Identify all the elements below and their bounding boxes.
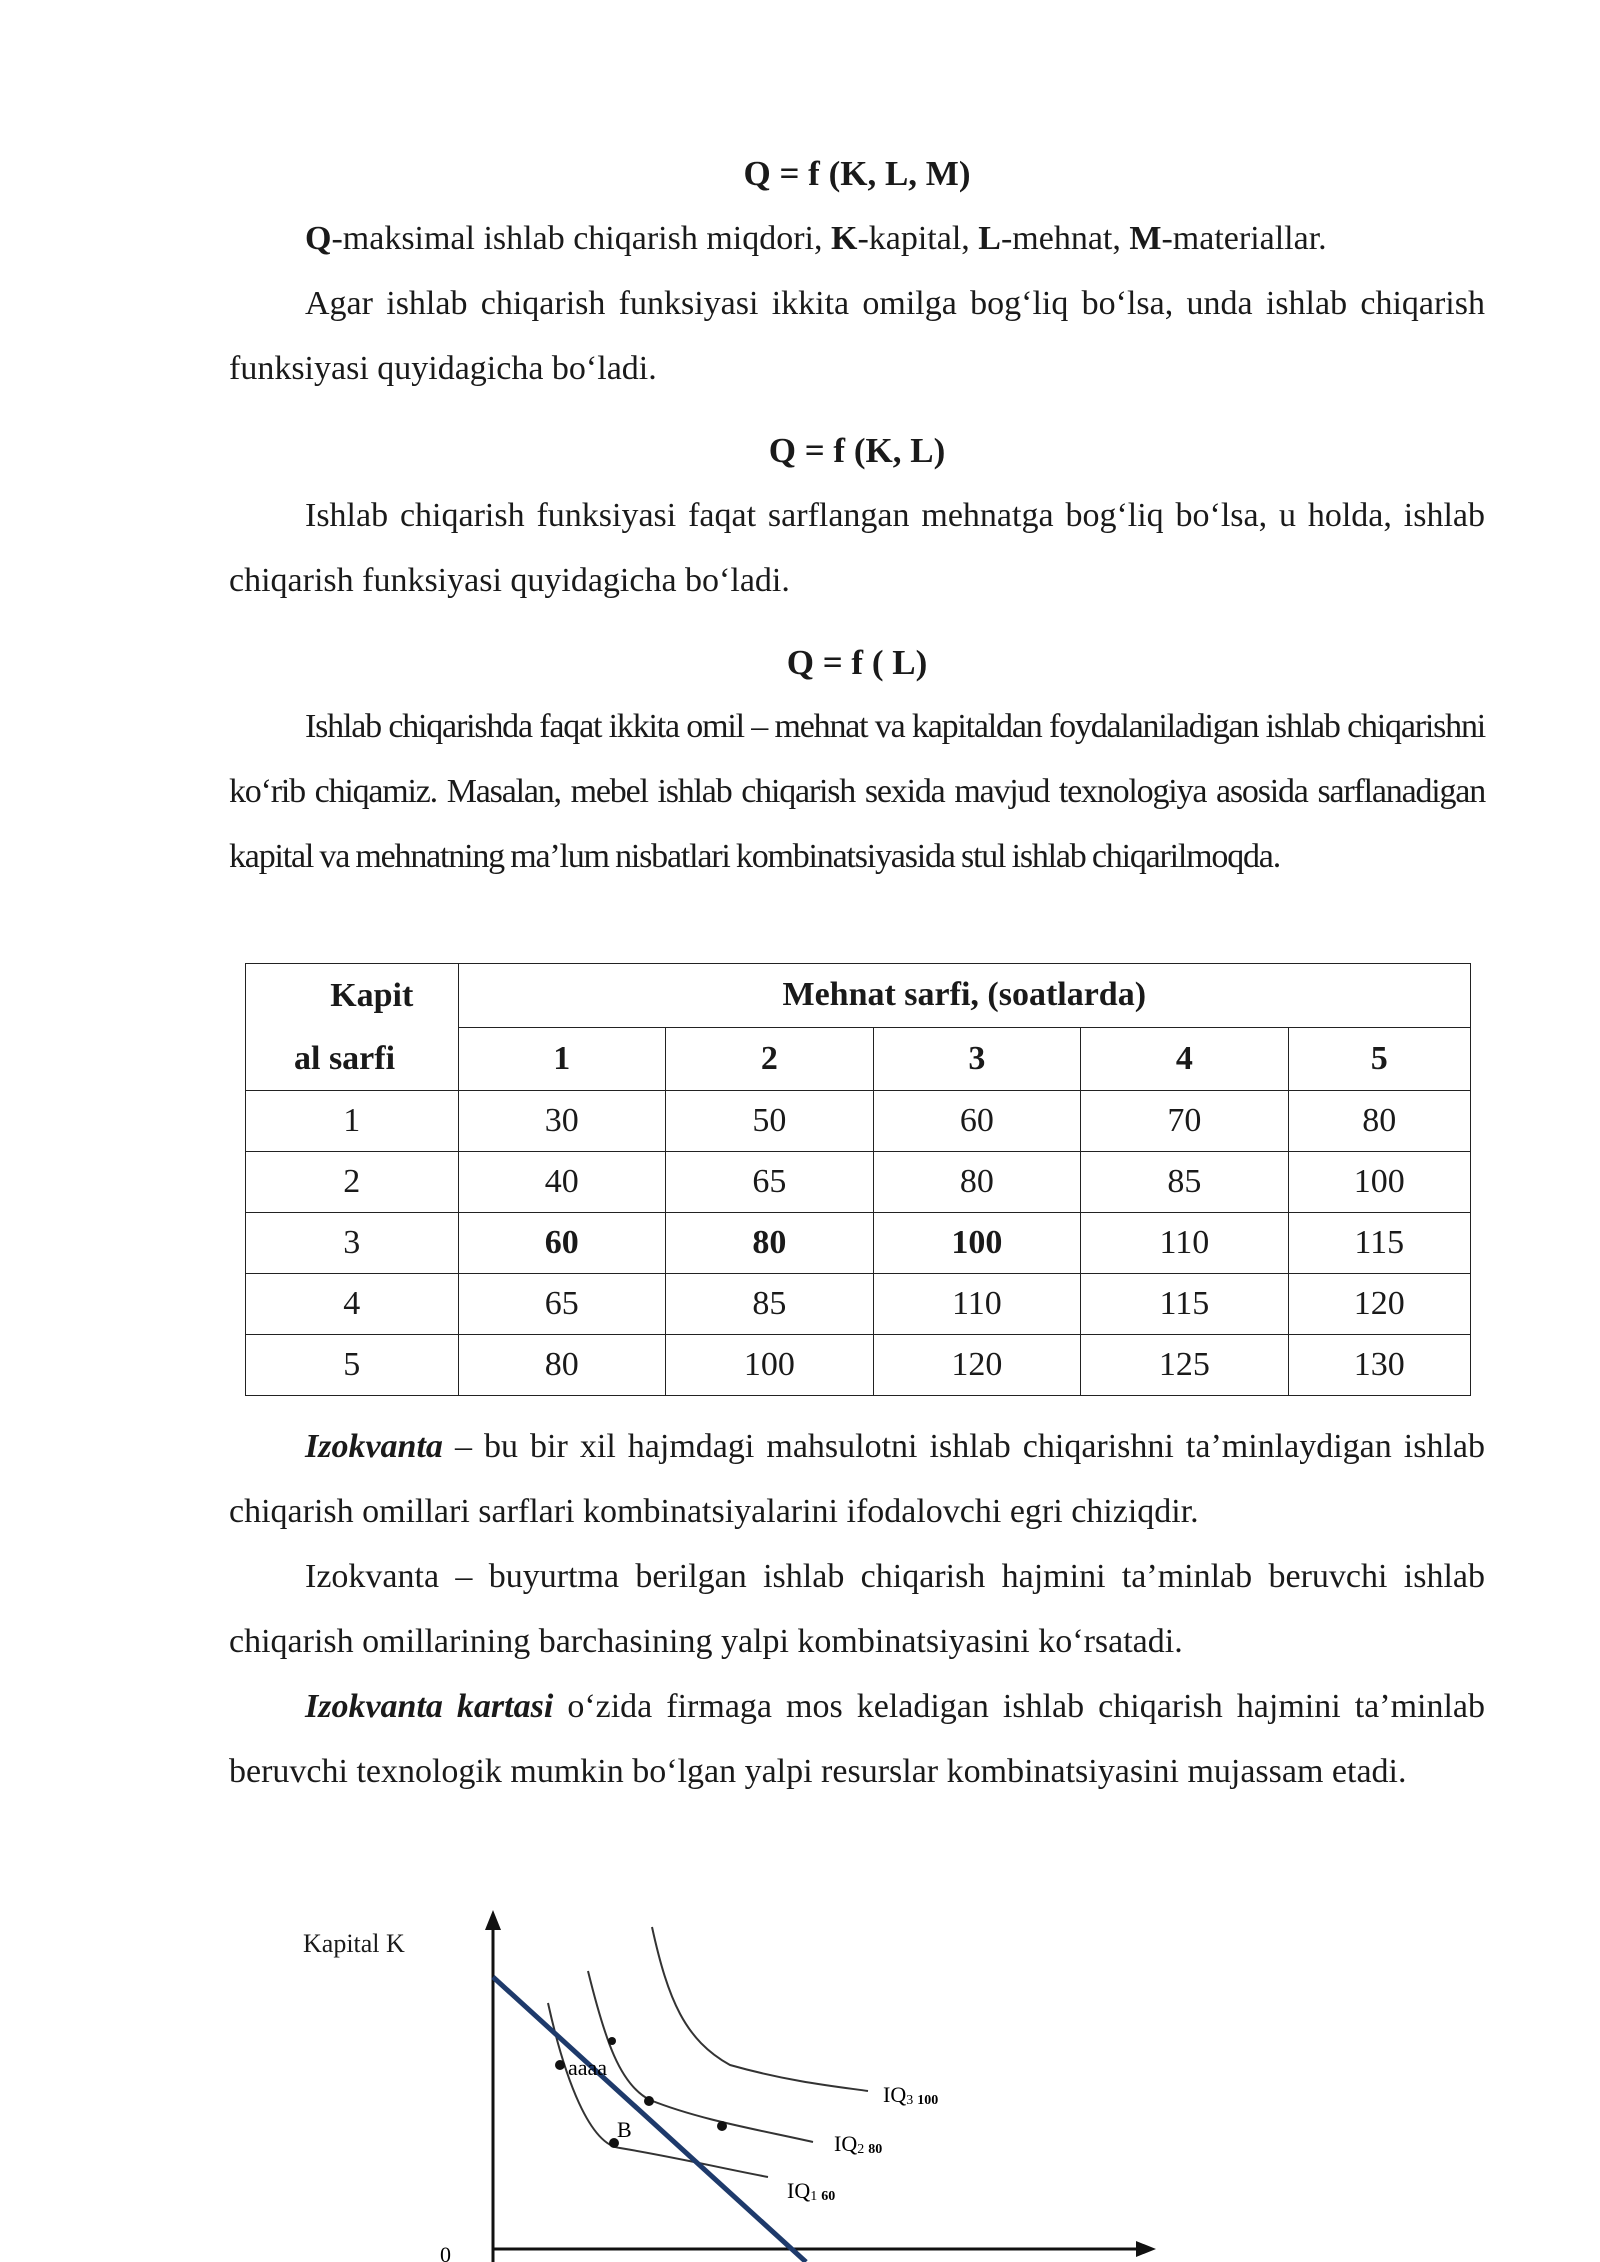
production-table (245, 963, 1471, 1396)
table-col-header: 3 (873, 1027, 1081, 1091)
table-cell: 110 (873, 1274, 1081, 1335)
table-cell: 110 (1081, 1213, 1289, 1274)
table-cell: 115 (1081, 1274, 1289, 1335)
table-cell: 120 (873, 1335, 1081, 1396)
point-a-label: aaaa (568, 2055, 608, 2080)
term-k: K (830, 220, 858, 257)
origin-label: 0 (440, 2242, 451, 2262)
table-row (246, 1213, 1471, 1274)
term-izokvanta: Izokvanta (305, 1428, 443, 1465)
isocost-line (493, 1977, 806, 2262)
table-cell: 100 (873, 1213, 1081, 1274)
table-cell: 100 (1288, 1152, 1470, 1213)
formula-kl: Q = f (K, L) (768, 431, 946, 470)
point-b-label: B (617, 2117, 632, 2142)
table-labor-header: Mehnat sarfi, (soatlarda) (458, 964, 1470, 1028)
table-cell: 40 (458, 1152, 666, 1213)
table-row-header: 2 (246, 1152, 459, 1213)
table-row-header: 3 (246, 1213, 459, 1274)
iq2-label: IQ2 80 (834, 2131, 883, 2157)
table-cell: 85 (666, 1274, 874, 1335)
formula-kflm: Q = f (K, L, M) (743, 154, 971, 193)
y-axis-arrow-icon (485, 1910, 501, 1930)
table-cell: 80 (1288, 1091, 1470, 1152)
table-col-header: 5 (1288, 1027, 1470, 1091)
isoquant-iq1 (548, 2003, 768, 2177)
term-q: Q (305, 220, 332, 257)
paragraph-furniture-example: Ishlab chiqarishda faqat ikkita omil – mehnat va kapitaldan foydalaniladigan ishlab chiqarishni ko‘rib chiqamiz. Masalan, mebel ishlab chiqarish sexida mavjud texnologiya asosida sarflanadigan kapital va mehnatning ma’lum nisbatlari kombinatsiyasida stul ishlab chiqarilmoqda. (229, 708, 1485, 875)
point-c (717, 2121, 727, 2131)
isoquant-figure (0, 1880, 1600, 2262)
table-col-header: 4 (1081, 1027, 1289, 1091)
iq3-label: IQ3 100 (883, 2082, 939, 2108)
table-row (246, 1335, 1471, 1396)
table-cell: 125 (1081, 1335, 1289, 1396)
table-cell: 80 (666, 1213, 874, 1274)
table-cell: 70 (1081, 1091, 1289, 1152)
iq1-label: IQ1 60 (787, 2178, 836, 2204)
table-cell: 80 (458, 1335, 666, 1396)
paragraph-isoquant-definition: Izokvanta – bu bir xil hajmdagi mahsulotni ishlab chiqarishni ta’minlaydigan ishlab chiqarish omillari sarflari kombinatsiyalarini ifodalovchi egri chiziqdir. (229, 1428, 1485, 1530)
table-row-header: 5 (246, 1335, 459, 1396)
table-row-header: 1 (246, 1091, 459, 1152)
table-cell: 115 (1288, 1213, 1470, 1274)
tangency-point (644, 2096, 654, 2106)
formula-l: Q = f ( L) (786, 643, 928, 682)
paragraph-two-factors: Agar ishlab chiqarish funksiyasi ikkita omilga bog‘liq bo‘lsa, unda ishlab chiqarish funksiyasi quyidagicha bo‘ladi. (229, 285, 1485, 387)
table-cell: 120 (1288, 1274, 1470, 1335)
table-cell: 50 (666, 1091, 874, 1152)
table-cell: 130 (1288, 1335, 1470, 1396)
table-cell: 60 (873, 1091, 1081, 1152)
table-cell: 30 (458, 1091, 666, 1152)
table-row (246, 1274, 1471, 1335)
table-cell: 100 (666, 1335, 874, 1396)
table-corner-header: Kapit al sarfi (246, 964, 459, 1091)
term-izokvanta-kartasi: Izokvanta kartasi (305, 1688, 554, 1725)
paragraph-isoquant-map: Izokvanta kartasi o‘zida firmaga mos keladigan ishlab chiqarish hajmini ta’minlab beruvchi texnologik mumkin bo‘lgan yalpi resurslar kombinatsiyasini mujassam etadi. (229, 1688, 1485, 1790)
term-m: M (1129, 220, 1162, 257)
table-cell: 65 (666, 1152, 874, 1213)
table-row (246, 1091, 1471, 1152)
paragraph-isoquant-combination: Izokvanta – buyurtma berilgan ishlab chiqarish hajmini ta’minlab beruvchi ishlab chiqarish omillarining barchasining yalpi kombinatsiyasini ko‘rsatadi. (229, 1558, 1485, 1660)
table-cell: 60 (458, 1213, 666, 1274)
table-cell: 80 (873, 1152, 1081, 1213)
table-cell: 65 (458, 1274, 666, 1335)
table-col-header: 1 (458, 1027, 666, 1091)
table-col-header: 2 (666, 1027, 874, 1091)
table-row-header: 4 (246, 1274, 459, 1335)
term-l: L (978, 220, 1001, 257)
x-axis-arrow-icon (1136, 2241, 1156, 2257)
paragraph-definitions: Q-maksimal ishlab chiqarish miqdori, K-kapital, L-mehnat, M-materiallar. (305, 220, 1327, 257)
point-d (608, 2037, 616, 2045)
isoquant-iq3 (652, 1927, 868, 2091)
point-a (555, 2060, 565, 2070)
figure-y-axis-label: Kapital K (303, 1929, 405, 1958)
paragraph-labor-only: Ishlab chiqarish funksiyasi faqat sarflangan mehnatga bog‘liq bo‘lsa, u holda, ishlab chiqarish funksiyasi quyidagicha bo‘ladi. (229, 497, 1485, 599)
table-row (246, 1152, 1471, 1213)
table-cell: 85 (1081, 1152, 1289, 1213)
